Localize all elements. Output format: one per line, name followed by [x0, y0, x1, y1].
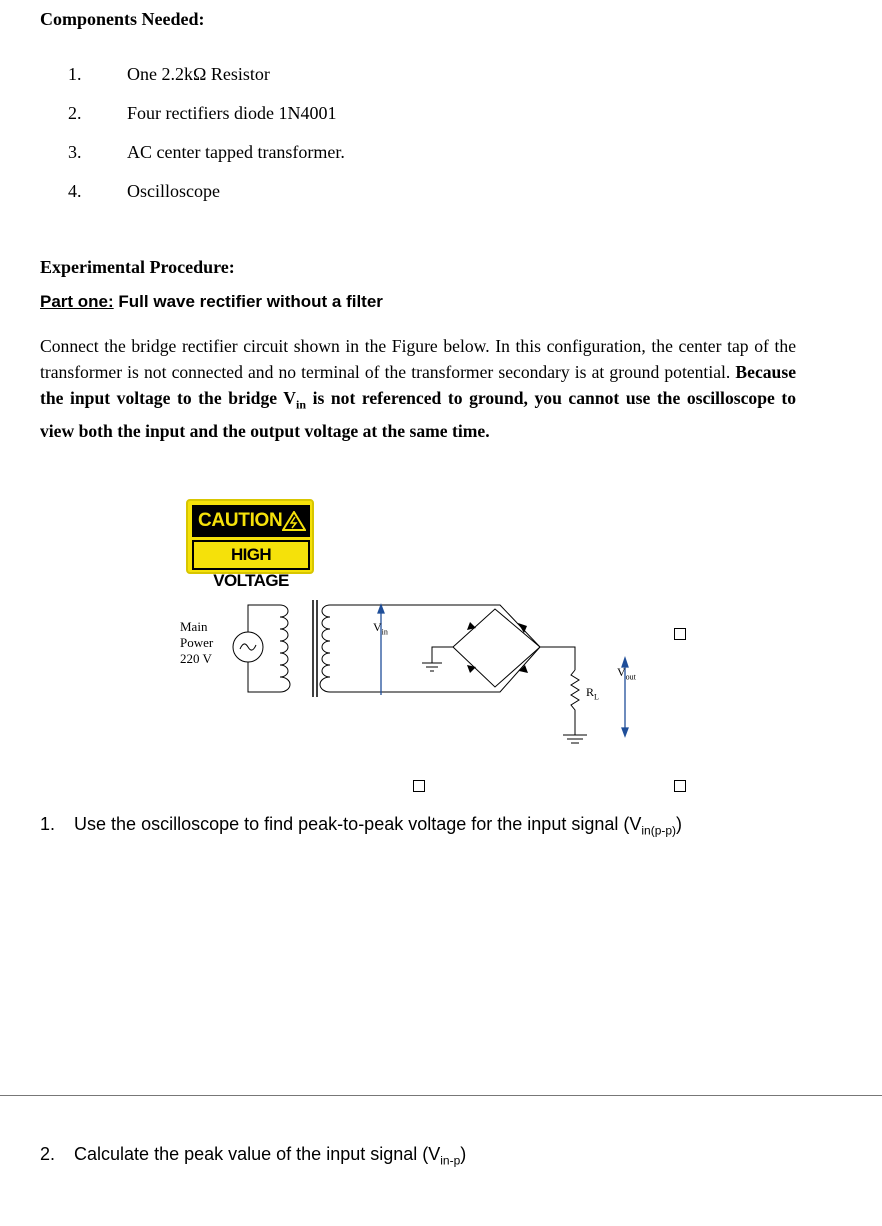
paragraph-bold-a: Because the input voltage to the bridge V: [40, 362, 796, 408]
list-item: Four rectifiers diode 1N4001: [127, 103, 337, 123]
question-text: Calculate the peak value of the input signal (V: [74, 1144, 441, 1164]
question-1: [40, 814, 682, 838]
question-number: 1.: [40, 814, 56, 834]
part-label: Part one:: [40, 292, 114, 311]
warning-triangle-icon: [282, 511, 306, 531]
vout-label: $V_{out}$: [617, 665, 636, 682]
question-subscript: in(p-p): [641, 823, 677, 838]
page-divider: [0, 1095, 882, 1096]
paragraph-text: Connect the bridge rectifier circuit shown in the Figure below. In this configuration, the center tap of the transformer is not connected and no terminal of the transformer secondary is at ground potential.: [40, 336, 796, 382]
checkbox[interactable]: [674, 628, 686, 640]
procedure-heading: Experimental Procedure:: [40, 257, 235, 277]
list-item: AC center tapped transformer.: [127, 142, 345, 162]
high-voltage-label: HIGH VOLTAGE: [192, 540, 310, 570]
part-title: Full wave rectifier without a filter: [113, 292, 383, 311]
list-number: 3.: [68, 142, 82, 162]
question-subscript: in-p: [440, 1153, 461, 1168]
voltage-label: 220 V: [180, 651, 212, 666]
procedure-paragraph: [40, 333, 796, 444]
part-one-heading: [40, 292, 383, 312]
load-resistor: [571, 670, 579, 735]
caution-line: [192, 505, 310, 537]
caution-text: CAUTION: [198, 510, 283, 531]
primary-coil: [280, 605, 290, 692]
main-label: Main: [180, 619, 208, 634]
question-close: ): [676, 814, 683, 834]
power-label: Power: [180, 635, 214, 650]
list-number: 2.: [68, 103, 82, 123]
paragraph-bold-b: is not referenced to ground, you cannot use the oscilloscope to view both the input and the output voltage at the same time.: [40, 388, 796, 441]
secondary-coil: [320, 605, 330, 692]
checkbox[interactable]: [413, 780, 425, 792]
checkbox[interactable]: [674, 780, 686, 792]
vin-label: $V_{in}$: [373, 620, 388, 637]
question-number: 2.: [40, 1144, 56, 1164]
question-text: Use the oscilloscope to find peak-to-peak voltage for the input signal (V: [74, 814, 642, 834]
list-item: One 2.2kΩ Resistor: [127, 64, 270, 84]
bridge-rectifier-circuit: [170, 595, 670, 765]
caution-sign: [186, 499, 314, 590]
list-number: 4.: [68, 181, 82, 201]
question-close: ): [460, 1144, 467, 1164]
vin-subscript: in: [296, 397, 307, 412]
components-heading: Components Needed:: [40, 9, 205, 29]
question-2: [40, 1144, 466, 1168]
list-number: 1.: [68, 64, 82, 84]
list-item: Oscilloscope: [127, 181, 220, 201]
rl-label: $R_L$: [586, 685, 599, 702]
